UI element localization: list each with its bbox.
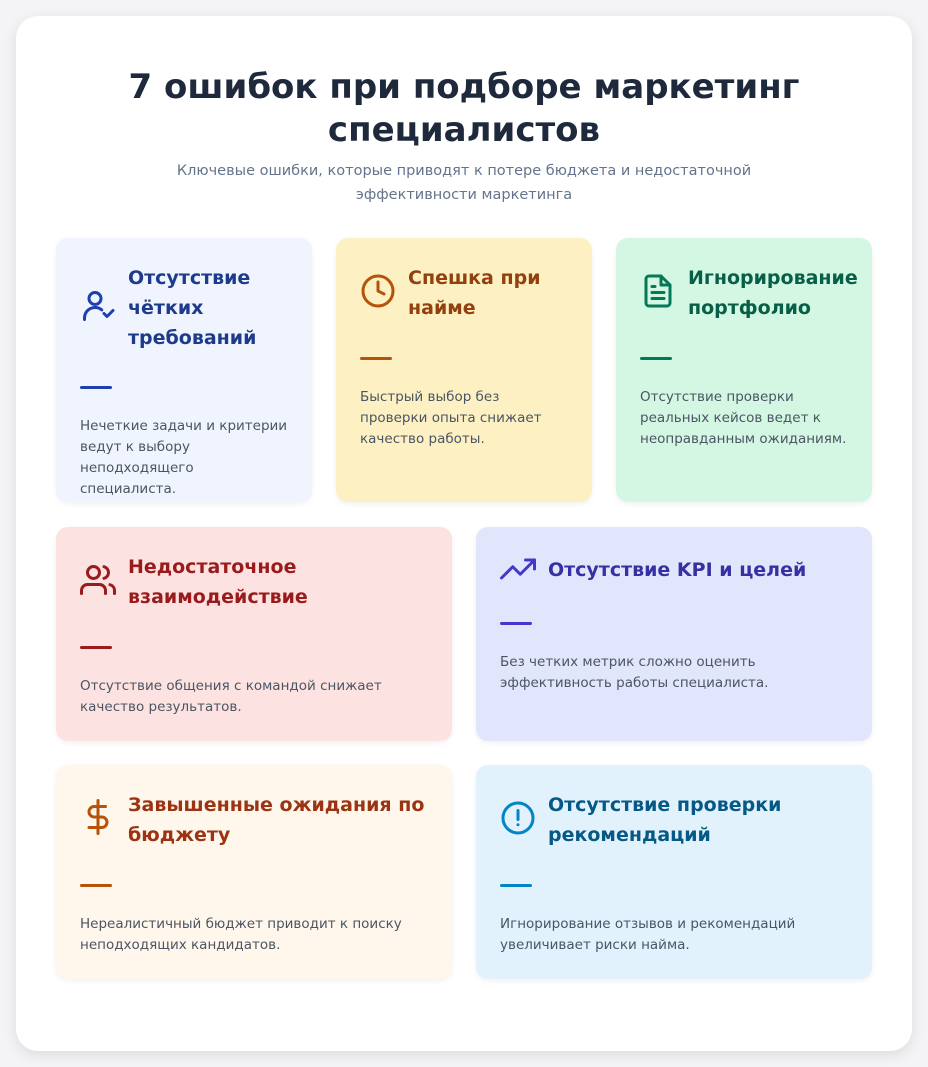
- users-icon: [80, 562, 116, 598]
- card-description: Быстрый выбор без проверки опыта снижает качество работы.: [360, 389, 542, 447]
- dollar-icon: [80, 799, 116, 835]
- card-divider: [80, 386, 112, 389]
- card-portfolio: [616, 238, 872, 502]
- user-check-icon: [80, 288, 116, 324]
- card-budget: [56, 765, 452, 979]
- page-subtitle: Ключевые ошибки, которые приводят к потере бюджета и недостаточной эффективности маркетинга: [176, 163, 752, 203]
- card-recommendations: [476, 765, 872, 979]
- card-description: Нечеткие задачи и критерии ведут к выбору неподходящего специалиста.: [80, 418, 288, 497]
- alert-circle-icon: [500, 800, 536, 836]
- card-title: Отсутствие KPI и целей: [548, 559, 807, 581]
- card-title: Недостаточное взаимодействие: [128, 556, 308, 608]
- card-divider: [360, 357, 392, 360]
- card-title: Отсутствие чётких требований: [128, 267, 257, 349]
- card-title: Завышенные ожидания по бюджету: [128, 794, 425, 846]
- card-interaction: [56, 527, 452, 741]
- card-description: Отсутствие общения с командой снижает качество результатов.: [80, 678, 382, 715]
- card-title: Спешка при найме: [408, 267, 541, 319]
- card-description: Нереалистичный бюджет приводит к поиску неподходящих кандидатов.: [80, 916, 402, 953]
- card-title: Отсутствие проверки рекомендаций: [548, 794, 782, 846]
- card-kpi: [476, 527, 872, 741]
- card-divider: [640, 357, 672, 360]
- card-description: Игнорирование отзывов и рекомендаций увеличивает риски найма.: [500, 916, 796, 953]
- infographic-page: [16, 16, 912, 1051]
- card-divider: [500, 884, 532, 887]
- card-description: Без четких метрик сложно оценить эффективность работы специалиста.: [500, 654, 769, 691]
- card-description: Отсутствие проверки реальных кейсов ведет к неоправданным ожиданиям.: [640, 389, 847, 447]
- card-divider: [80, 884, 112, 887]
- trending-up-icon: [500, 551, 536, 587]
- card-hurry: [336, 238, 592, 502]
- card-divider: [80, 646, 112, 649]
- card-title: Игнорирование портфолио: [688, 267, 858, 319]
- card-divider: [500, 622, 532, 625]
- document-icon: [640, 273, 676, 309]
- card-requirements: [56, 238, 312, 502]
- clock-icon: [360, 273, 396, 309]
- page-title: 7 ошибок при подборе маркетинг специалистов: [128, 67, 800, 150]
